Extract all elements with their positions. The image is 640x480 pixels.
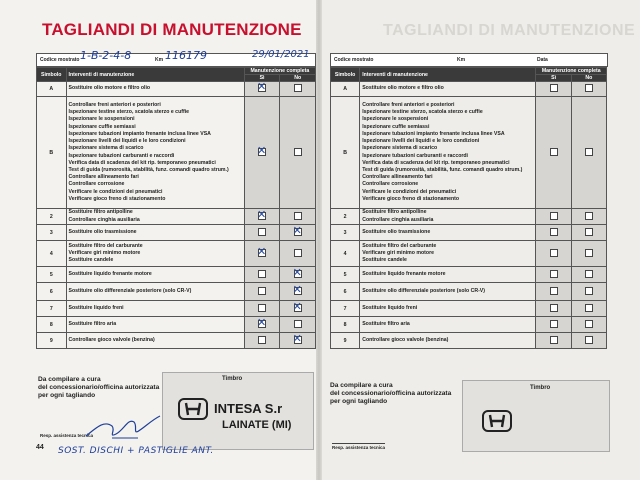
checkbox-yes[interactable] — [550, 304, 558, 312]
checkbox-no[interactable] — [585, 249, 593, 257]
book-gutter — [316, 0, 322, 480]
right-info-row — [330, 53, 608, 67]
resp-label: Resp. assistenza tecnica — [40, 433, 94, 438]
checkbox-cell-no — [280, 97, 316, 209]
checkbox-yes[interactable] — [257, 80, 267, 93]
checkbox-yes[interactable] — [258, 304, 266, 312]
description-line: Ispezionare sistema di scarico — [68, 145, 144, 152]
left-footer-text — [38, 376, 159, 400]
description-line: Ispezionare livelli dei liquidi e le loro condizioni — [68, 138, 186, 145]
pen-check-icon: ✕ — [257, 143, 267, 157]
stamp-city: LAINATE (MI) — [222, 419, 292, 431]
table-row — [37, 97, 316, 209]
col-complete: Manutenzione completa — [244, 68, 315, 75]
description-line: Verifica data di scadenza del kit rip. temporaneo pneumatici — [68, 159, 216, 166]
checkbox-no[interactable] — [585, 84, 593, 92]
table-row — [37, 225, 316, 241]
checkbox-yes[interactable] — [550, 212, 558, 220]
ghost-title: TAGLIANDI DI MANUTENZIONE — [383, 22, 636, 39]
r-col-yes: Sì — [536, 75, 571, 82]
description-line: Sostituire olio motore e filtro olio — [68, 85, 151, 92]
r-date-label: Data — [537, 57, 548, 63]
description-line: Sostituire filtro antipolline — [362, 209, 427, 216]
pen-check-icon: ✕ — [292, 299, 302, 313]
row-symbol: 6 — [37, 283, 67, 301]
checkbox-no[interactable] — [585, 212, 593, 220]
checkbox-no[interactable] — [585, 148, 593, 156]
pen-check-icon: ✕ — [292, 265, 302, 279]
table-row — [331, 333, 607, 349]
row-symbol: 5 — [331, 267, 360, 283]
checkbox-no[interactable] — [585, 320, 593, 328]
checkbox-yes[interactable] — [257, 143, 267, 157]
row-description — [66, 283, 244, 301]
row-description — [360, 241, 536, 267]
checkbox-cell-no — [571, 283, 606, 301]
table-row — [37, 82, 316, 97]
row-symbol: 2 — [37, 209, 67, 225]
row-description — [66, 209, 244, 225]
table-row — [37, 283, 316, 301]
checkbox-cell-no — [571, 225, 606, 241]
description-line: Sostituire olio trasmissione — [362, 228, 431, 235]
checkbox-cell-yes — [244, 333, 280, 349]
pen-check-icon: ✕ — [257, 207, 267, 221]
checkbox-no[interactable] — [292, 299, 302, 313]
col-interventions: Interventi di manutenzione — [66, 68, 244, 82]
row-symbol: A — [37, 82, 67, 97]
r-honda-logo-icon — [482, 410, 512, 432]
row-symbol: B — [37, 97, 67, 209]
row-description — [360, 283, 536, 301]
table-row — [37, 209, 316, 225]
r-stamp-label: Timbro — [530, 385, 551, 391]
checkbox-cell-no — [280, 209, 316, 225]
checkbox-no[interactable] — [294, 249, 302, 257]
r-km-label: Km — [457, 57, 466, 63]
checkbox-cell-yes — [536, 97, 571, 209]
checkbox-cell-yes — [536, 225, 571, 241]
description-line: Ispezionare sistema di scarico — [362, 145, 438, 152]
description-line: Ispezionare cuffie semiassi — [68, 123, 136, 130]
description-line: Sostituire liquido frenante motore — [68, 270, 152, 277]
description-line: Verificare le condizioni dei pneumatici — [362, 188, 457, 195]
checkbox-cell-yes — [244, 301, 280, 317]
checkbox-yes[interactable] — [550, 249, 558, 257]
footer-line: Da compilare a cura — [330, 382, 393, 389]
checkbox-cell-no — [280, 333, 316, 349]
table-row — [331, 283, 607, 301]
description-line: Ispezionare tubazioni impianto frenante inclusa linee VSA — [362, 130, 505, 137]
pen-check-icon: ✕ — [257, 244, 267, 258]
description-line: Ispezionare testine sterzo, scatola sterzo e cuffie — [68, 109, 190, 116]
row-symbol: B — [331, 97, 360, 209]
checkbox-yes[interactable] — [550, 270, 558, 278]
checkbox-no[interactable] — [294, 212, 302, 220]
table-row — [331, 97, 607, 209]
pen-check-icon: ✕ — [257, 80, 267, 93]
checkbox-yes[interactable] — [258, 270, 266, 278]
stamp-name: INTESA S.r — [214, 401, 283, 416]
description-line: Sostituire filtro del carburante — [362, 242, 437, 249]
description-line: Verificare giri minimo motore — [362, 249, 434, 256]
checkbox-no[interactable] — [294, 148, 302, 156]
row-symbol: 5 — [37, 267, 67, 283]
page-title: TAGLIANDI DI MANUTENZIONE — [42, 20, 302, 39]
description-line: Verificare gioco freno di stazionamento — [362, 195, 460, 202]
checkbox-yes[interactable] — [258, 287, 266, 295]
row-description — [360, 333, 536, 349]
checkbox-cell-no — [571, 317, 606, 333]
table-row — [37, 241, 316, 267]
checkbox-cell-no — [280, 283, 316, 301]
hand-date: 29/01/2021 — [252, 49, 310, 60]
row-symbol: 8 — [331, 317, 360, 333]
description-line: Controllare freni anteriori e posteriori — [68, 102, 161, 109]
checkbox-yes[interactable] — [550, 336, 558, 344]
table-row — [331, 225, 607, 241]
description-line: Ispezionare cuffie semiassi — [362, 123, 430, 130]
description-line: Ispezionare le sospensioni — [68, 116, 135, 123]
hand-note: SOST. DISCHI + PASTIGLIE ANT. — [58, 446, 214, 456]
description-line: Sostituire olio motore e filtro olio — [362, 85, 444, 92]
col-no: No — [280, 75, 316, 82]
checkbox-cell-no — [280, 225, 316, 241]
description-line: Ispezionare tubazioni impianto frenante inclusa linee VSA — [68, 130, 211, 137]
checkbox-yes[interactable] — [257, 315, 267, 329]
checkbox-yes[interactable] — [550, 320, 558, 328]
description-line: Sostituire filtro aria — [68, 320, 117, 327]
checkbox-cell-no — [571, 267, 606, 283]
checkbox-cell-yes — [536, 333, 571, 349]
row-description — [360, 97, 536, 209]
row-description — [360, 225, 536, 241]
hand-code: 1-B-2-4-8 — [80, 49, 132, 62]
checkbox-yes[interactable] — [550, 148, 558, 156]
row-description — [66, 317, 244, 333]
description-line: Sostituire liquido frenante motore — [362, 270, 446, 277]
description-line: Controllare freni anteriori e posteriori — [362, 102, 455, 109]
table-row — [331, 301, 607, 317]
description-line: Controllare corrosione — [362, 181, 419, 188]
pen-check-icon: ✕ — [292, 331, 302, 345]
checkbox-cell-yes — [536, 267, 571, 283]
footer-line: per ogni tagliando — [38, 392, 96, 399]
r-code-label: Codice mostrato — [334, 57, 374, 63]
description-line: Controllare gioco valvole (benzina) — [362, 336, 449, 343]
row-description — [66, 225, 244, 241]
description-line: Controllare allineamento fari — [68, 174, 139, 181]
table-row — [37, 267, 316, 283]
checkbox-yes[interactable] — [550, 84, 558, 92]
checkbox-no[interactable] — [585, 270, 593, 278]
checkbox-cell-no — [571, 82, 606, 97]
row-description — [360, 301, 536, 317]
description-line: Sostituire liquido freni — [68, 304, 124, 311]
table-row — [37, 301, 316, 317]
row-description — [66, 267, 244, 283]
code-label: Codice mostrato — [40, 57, 80, 63]
signature — [82, 408, 162, 444]
checkbox-cell-yes — [244, 97, 280, 209]
pen-check-icon: ✕ — [257, 315, 267, 329]
description-line: Sostituire liquido freni — [362, 304, 418, 311]
honda-logo-icon — [178, 398, 208, 420]
checkbox-cell-no — [571, 301, 606, 317]
checkbox-cell-yes — [244, 283, 280, 301]
checkbox-no[interactable] — [294, 320, 302, 328]
row-symbol: 6 — [331, 283, 360, 301]
row-description — [360, 82, 536, 97]
description-line: Ispezionare testine sterzo, scatola sterzo e cuffie — [362, 109, 483, 116]
checkbox-cell-yes — [536, 301, 571, 317]
description-line: Ispezionare tubazioni carburanti e raccordi — [362, 152, 468, 159]
col-yes: Sì — [244, 75, 280, 82]
checkbox-cell-no — [571, 241, 606, 267]
description-line: Verifica data di scadenza del kit rip. temporaneo pneumatici — [362, 159, 510, 166]
checkbox-yes[interactable] — [258, 228, 266, 236]
description-line: Controllare cinghia ausiliaria — [68, 216, 140, 223]
description-line: Sostituire filtro del carburante — [68, 242, 143, 249]
row-description — [360, 267, 536, 283]
row-description — [66, 82, 244, 97]
checkbox-no[interactable] — [292, 331, 302, 345]
checkbox-no[interactable] — [294, 84, 302, 92]
checkbox-cell-no — [280, 317, 316, 333]
checkbox-cell-no — [280, 82, 316, 97]
row-symbol: A — [331, 82, 360, 97]
checkbox-no[interactable] — [292, 282, 302, 296]
stamp-label: Timbro — [222, 376, 243, 382]
row-description — [66, 333, 244, 349]
right-footer-text — [330, 382, 451, 406]
checkbox-cell-no — [571, 97, 606, 209]
checkbox-no[interactable] — [292, 265, 302, 279]
description-line: Sostituire olio trasmissione — [68, 228, 137, 235]
description-line: Verificare giri minimo motore — [68, 249, 141, 256]
description-line: Sostituire olio differenziale posteriore (solo CR-V) — [68, 287, 192, 294]
description-line: Controllare corrosione — [68, 181, 125, 188]
checkbox-no[interactable] — [292, 223, 302, 237]
row-symbol: 9 — [37, 333, 67, 349]
checkbox-yes[interactable] — [257, 244, 267, 258]
row-symbol: 4 — [37, 241, 67, 267]
checkbox-cell-no — [280, 241, 316, 267]
checkbox-cell-yes — [536, 317, 571, 333]
r-col-symbol: Simbolo — [331, 68, 360, 82]
checkbox-cell-yes — [244, 317, 280, 333]
r-col-no: No — [571, 75, 606, 82]
checkbox-cell-yes — [244, 82, 280, 97]
checkbox-cell-yes — [244, 209, 280, 225]
description-line: Sostituire filtro antipolline — [68, 209, 133, 216]
description-line: Ispezionare livelli dei liquidi e le loro condizioni — [362, 138, 480, 145]
row-symbol: 8 — [37, 317, 67, 333]
row-description — [360, 317, 536, 333]
checkbox-cell-yes — [244, 225, 280, 241]
checkbox-cell-yes — [536, 209, 571, 225]
row-symbol: 4 — [331, 241, 360, 267]
description-line: Controllare cinghia ausiliaria — [362, 216, 434, 223]
r-col-complete: Manutenzione completa — [536, 68, 607, 75]
checkbox-cell-no — [280, 301, 316, 317]
page-number: 44 — [36, 444, 44, 451]
checkbox-cell-yes — [536, 82, 571, 97]
row-symbol: 7 — [37, 301, 67, 317]
hand-km: 116179 — [165, 49, 207, 62]
checkbox-yes[interactable] — [258, 336, 266, 344]
description-line: Sostituire candele — [68, 257, 114, 264]
footer-line: del concessionario/officina autorizzata — [330, 390, 452, 397]
checkbox-no[interactable] — [585, 228, 593, 236]
row-description — [66, 241, 244, 267]
table-row — [37, 317, 316, 333]
left-maintenance-table — [36, 67, 316, 349]
checkbox-yes[interactable] — [550, 228, 558, 236]
description-line: Sostituire filtro aria — [362, 320, 410, 327]
description-line: Test di guida (rumorosità, stabilità, funz. comandi quadro strum.) — [68, 166, 229, 173]
description-line: Sostituire candele — [362, 257, 407, 264]
footer-line: del concessionario/officina autorizzata — [38, 384, 160, 391]
checkbox-yes[interactable] — [550, 287, 558, 295]
row-description — [360, 209, 536, 225]
r-resp-label: Resp. assistenza tecnica — [332, 445, 386, 450]
checkbox-cell-yes — [536, 283, 571, 301]
row-symbol: 3 — [331, 225, 360, 241]
checkbox-cell-no — [571, 333, 606, 349]
pen-check-icon: ✕ — [292, 223, 302, 237]
checkbox-no[interactable] — [585, 336, 593, 344]
row-description — [66, 97, 244, 209]
pen-check-icon: ✕ — [292, 282, 302, 296]
table-row — [331, 241, 607, 267]
description-line: Sostituire olio differenziale posteriore (solo CR-V) — [362, 287, 485, 294]
checkbox-yes[interactable] — [257, 207, 267, 221]
table-row — [331, 82, 607, 97]
description-line: Verificare le condizioni dei pneumatici — [68, 188, 163, 195]
description-line: Ispezionare tubazioni carburanti e raccordi — [68, 152, 175, 159]
checkbox-no[interactable] — [585, 304, 593, 312]
checkbox-no[interactable] — [585, 287, 593, 295]
checkbox-cell-no — [571, 209, 606, 225]
description-line: Test di guida (rumorosità, stabilità, funz. comandi quadro strum.) — [362, 166, 523, 173]
description-line: Controllare gioco valvole (benzina) — [68, 336, 155, 343]
row-symbol: 3 — [37, 225, 67, 241]
checkbox-cell-yes — [536, 241, 571, 267]
description-line: Ispezionare le sospensioni — [362, 116, 429, 123]
checkbox-cell-no — [280, 267, 316, 283]
description-line: Controllare allineamento fari — [362, 174, 433, 181]
table-row — [331, 267, 607, 283]
table-row — [331, 317, 607, 333]
table-row — [37, 333, 316, 349]
checkbox-cell-yes — [244, 241, 280, 267]
checkbox-cell-yes — [244, 267, 280, 283]
description-line: Verificare gioco freno di stazionamento — [68, 195, 166, 202]
r-col-interventions: Interventi di manutenzione — [360, 68, 536, 82]
right-maintenance-table — [330, 67, 607, 349]
row-description — [66, 301, 244, 317]
col-symbol: Simbolo — [37, 68, 67, 82]
footer-line: per ogni tagliando — [330, 398, 388, 405]
km-label: Km — [155, 57, 164, 63]
row-symbol: 2 — [331, 209, 360, 225]
row-symbol: 7 — [331, 301, 360, 317]
table-row — [331, 209, 607, 225]
row-symbol: 9 — [331, 333, 360, 349]
footer-line: Da compilare a cura — [38, 376, 101, 383]
